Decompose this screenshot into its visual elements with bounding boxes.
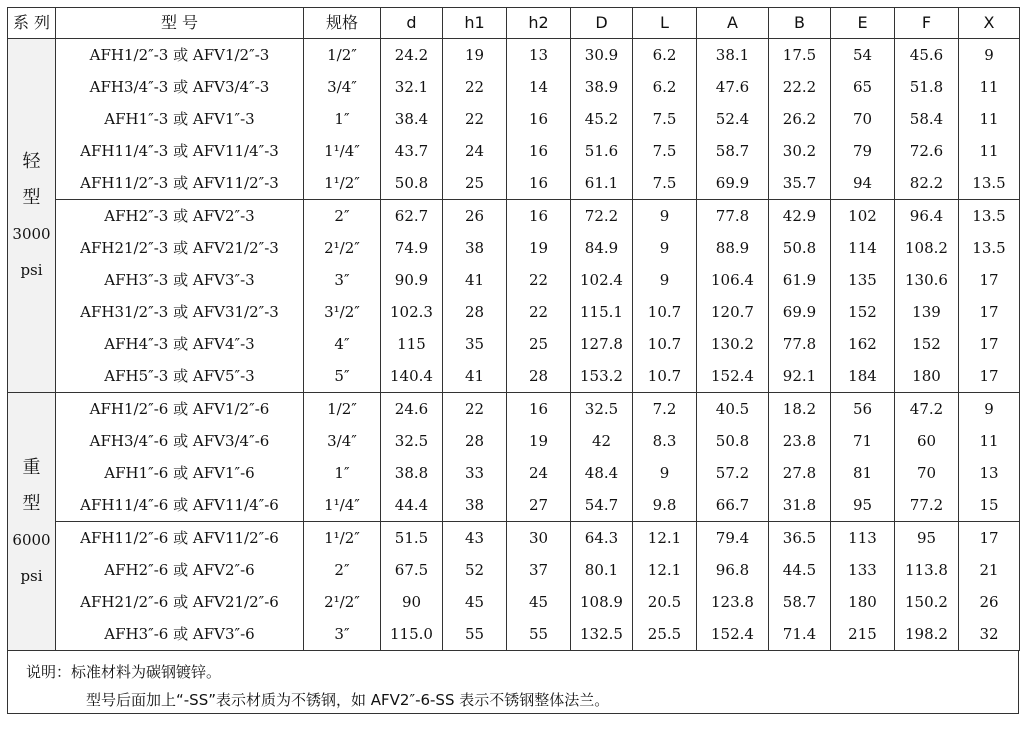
D-cell: 30.9	[571, 39, 633, 72]
F-cell: 108.2	[895, 232, 959, 264]
D-cell: 115.1	[571, 296, 633, 328]
F-cell: 51.8	[895, 71, 959, 103]
h2-cell: 19	[507, 232, 571, 264]
L-cell: 12.1	[633, 554, 697, 586]
L-cell: 12.1	[633, 522, 697, 555]
F-cell: 180	[895, 360, 959, 393]
B-cell: 17.5	[769, 39, 831, 72]
E-cell: 114	[831, 232, 895, 264]
d-cell: 24.6	[381, 393, 443, 426]
B-cell: 77.8	[769, 328, 831, 360]
table-row	[8, 103, 1020, 135]
size-cell: 1″	[304, 103, 381, 135]
B-cell: 44.5	[769, 554, 831, 586]
B-cell: 26.2	[769, 103, 831, 135]
X-cell: 11	[959, 103, 1020, 135]
size-cell: 2″	[304, 200, 381, 233]
F-cell: 198.2	[895, 618, 959, 651]
F-cell: 45.6	[895, 39, 959, 72]
h1-cell: 28	[443, 425, 507, 457]
L-cell: 7.5	[633, 135, 697, 167]
size-cell: 2¹/2″	[304, 586, 381, 618]
d-cell: 51.5	[381, 522, 443, 555]
table-row	[8, 554, 1020, 586]
L-cell: 9.8	[633, 489, 697, 522]
D-cell: 51.6	[571, 135, 633, 167]
model-cell: AFH1/2″-3 或 AFV1/2″-3	[56, 39, 304, 72]
series-label-line: 3000	[12, 224, 51, 243]
L-cell: 9	[633, 232, 697, 264]
column-header: h1	[443, 8, 507, 39]
d-cell: 67.5	[381, 554, 443, 586]
series-label-line: 型	[22, 492, 41, 514]
h2-cell: 27	[507, 489, 571, 522]
X-cell: 11	[959, 425, 1020, 457]
E-cell: 95	[831, 489, 895, 522]
size-cell: 3/4″	[304, 71, 381, 103]
L-cell: 6.2	[633, 71, 697, 103]
series-label-line: 型	[22, 186, 41, 208]
table-row	[8, 167, 1020, 200]
X-cell: 13.5	[959, 167, 1020, 200]
D-cell: 38.9	[571, 71, 633, 103]
D-cell: 108.9	[571, 586, 633, 618]
table-row	[8, 425, 1020, 457]
A-cell: 77.8	[697, 200, 769, 233]
A-cell: 130.2	[697, 328, 769, 360]
X-cell: 11	[959, 135, 1020, 167]
F-cell: 96.4	[895, 200, 959, 233]
h1-cell: 35	[443, 328, 507, 360]
A-cell: 66.7	[697, 489, 769, 522]
A-cell: 96.8	[697, 554, 769, 586]
h2-cell: 30	[507, 522, 571, 555]
E-cell: 54	[831, 39, 895, 72]
B-cell: 61.9	[769, 264, 831, 296]
L-cell: 9	[633, 200, 697, 233]
model-cell: AFH1/2″-6 或 AFV1/2″-6	[56, 393, 304, 426]
D-cell: 102.4	[571, 264, 633, 296]
h1-cell: 33	[443, 457, 507, 489]
model-cell: AFH3″-6 或 AFV3″-6	[56, 618, 304, 651]
model-cell: AFH31/2″-3 或 AFV31/2″-3	[56, 296, 304, 328]
d-cell: 38.8	[381, 457, 443, 489]
E-cell: 180	[831, 586, 895, 618]
L-cell: 7.2	[633, 393, 697, 426]
L-cell: 10.7	[633, 360, 697, 393]
A-cell: 106.4	[697, 264, 769, 296]
size-cell: 3¹/2″	[304, 296, 381, 328]
column-header: A	[697, 8, 769, 39]
B-cell: 36.5	[769, 522, 831, 555]
h2-cell: 14	[507, 71, 571, 103]
size-cell: 1¹/4″	[304, 489, 381, 522]
d-cell: 32.5	[381, 425, 443, 457]
A-cell: 50.8	[697, 425, 769, 457]
d-cell: 44.4	[381, 489, 443, 522]
D-cell: 45.2	[571, 103, 633, 135]
D-cell: 61.1	[571, 167, 633, 200]
F-cell: 60	[895, 425, 959, 457]
d-cell: 102.3	[381, 296, 443, 328]
table-row	[8, 522, 1020, 555]
X-cell: 26	[959, 586, 1020, 618]
F-cell: 77.2	[895, 489, 959, 522]
A-cell: 123.8	[697, 586, 769, 618]
size-cell: 3″	[304, 264, 381, 296]
d-cell: 140.4	[381, 360, 443, 393]
size-cell: 2″	[304, 554, 381, 586]
X-cell: 9	[959, 39, 1020, 72]
column-header: X	[959, 8, 1020, 39]
table-row	[8, 360, 1020, 393]
X-cell: 13.5	[959, 200, 1020, 233]
model-cell: AFH3″-3 或 AFV3″-3	[56, 264, 304, 296]
table-row	[8, 71, 1020, 103]
note-line-1: 说明：标准材料为碳钢镀锌。	[26, 663, 222, 681]
h2-cell: 28	[507, 360, 571, 393]
F-cell: 152	[895, 328, 959, 360]
X-cell: 17	[959, 522, 1020, 555]
A-cell: 79.4	[697, 522, 769, 555]
L-cell: 7.5	[633, 103, 697, 135]
size-cell: 1/2″	[304, 39, 381, 72]
D-cell: 132.5	[571, 618, 633, 651]
D-cell: 84.9	[571, 232, 633, 264]
h1-cell: 26	[443, 200, 507, 233]
model-cell: AFH11/2″-6 或 AFV11/2″-6	[56, 522, 304, 555]
table-row	[8, 586, 1020, 618]
B-cell: 50.8	[769, 232, 831, 264]
model-cell: AFH21/2″-3 或 AFV21/2″-3	[56, 232, 304, 264]
F-cell: 58.4	[895, 103, 959, 135]
D-cell: 32.5	[571, 393, 633, 426]
B-cell: 35.7	[769, 167, 831, 200]
d-cell: 90	[381, 586, 443, 618]
column-header: L	[633, 8, 697, 39]
B-cell: 31.8	[769, 489, 831, 522]
d-cell: 62.7	[381, 200, 443, 233]
X-cell: 32	[959, 618, 1020, 651]
F-cell: 82.2	[895, 167, 959, 200]
model-cell: AFH2″-3 或 AFV2″-3	[56, 200, 304, 233]
spec-sheet	[7, 7, 1019, 714]
model-cell: AFH2″-6 或 AFV2″-6	[56, 554, 304, 586]
A-cell: 38.1	[697, 39, 769, 72]
A-cell: 152.4	[697, 618, 769, 651]
column-header: E	[831, 8, 895, 39]
L-cell: 25.5	[633, 618, 697, 651]
h2-cell: 22	[507, 264, 571, 296]
series-label	[8, 39, 56, 393]
h2-cell: 13	[507, 39, 571, 72]
series-label-line: psi	[20, 260, 43, 279]
model-cell: AFH1″-6 或 AFV1″-6	[56, 457, 304, 489]
h1-cell: 22	[443, 71, 507, 103]
A-cell: 40.5	[697, 393, 769, 426]
E-cell: 81	[831, 457, 895, 489]
series-label-line: 轻	[22, 150, 41, 172]
E-cell: 70	[831, 103, 895, 135]
B-cell: 69.9	[769, 296, 831, 328]
model-cell: AFH3/4″-6 或 AFV3/4″-6	[56, 425, 304, 457]
L-cell: 9	[633, 264, 697, 296]
column-header: d	[381, 8, 443, 39]
h2-cell: 16	[507, 393, 571, 426]
X-cell: 9	[959, 393, 1020, 426]
X-cell: 11	[959, 71, 1020, 103]
size-cell: 1¹/2″	[304, 522, 381, 555]
h1-cell: 41	[443, 360, 507, 393]
E-cell: 71	[831, 425, 895, 457]
series-label-line: 6000	[12, 530, 51, 549]
column-header: 型 号	[56, 8, 304, 39]
model-cell: AFH21/2″-6 或 AFV21/2″-6	[56, 586, 304, 618]
L-cell: 9	[633, 457, 697, 489]
table-row	[8, 200, 1020, 233]
d-cell: 32.1	[381, 71, 443, 103]
X-cell: 15	[959, 489, 1020, 522]
D-cell: 127.8	[571, 328, 633, 360]
d-cell: 115	[381, 328, 443, 360]
h2-cell: 16	[507, 103, 571, 135]
h2-cell: 24	[507, 457, 571, 489]
series-label	[8, 393, 56, 651]
L-cell: 7.5	[633, 167, 697, 200]
h1-cell: 43	[443, 522, 507, 555]
A-cell: 120.7	[697, 296, 769, 328]
A-cell: 57.2	[697, 457, 769, 489]
F-cell: 95	[895, 522, 959, 555]
B-cell: 27.8	[769, 457, 831, 489]
column-header: h2	[507, 8, 571, 39]
h1-cell: 38	[443, 232, 507, 264]
E-cell: 113	[831, 522, 895, 555]
size-cell: 1¹/2″	[304, 167, 381, 200]
column-header: D	[571, 8, 633, 39]
B-cell: 18.2	[769, 393, 831, 426]
column-header: F	[895, 8, 959, 39]
h1-cell: 38	[443, 489, 507, 522]
D-cell: 72.2	[571, 200, 633, 233]
size-cell: 1/2″	[304, 393, 381, 426]
d-cell: 38.4	[381, 103, 443, 135]
E-cell: 94	[831, 167, 895, 200]
table-row	[8, 296, 1020, 328]
d-cell: 74.9	[381, 232, 443, 264]
h1-cell: 45	[443, 586, 507, 618]
X-cell: 13	[959, 457, 1020, 489]
table-row	[8, 232, 1020, 264]
B-cell: 42.9	[769, 200, 831, 233]
F-cell: 139	[895, 296, 959, 328]
model-cell: AFH11/4″-6 或 AFV11/4″-6	[56, 489, 304, 522]
h2-cell: 22	[507, 296, 571, 328]
F-cell: 130.6	[895, 264, 959, 296]
E-cell: 162	[831, 328, 895, 360]
table-row	[8, 135, 1020, 167]
F-cell: 72.6	[895, 135, 959, 167]
size-cell: 1″	[304, 457, 381, 489]
model-cell: AFH11/4″-3 或 AFV11/4″-3	[56, 135, 304, 167]
flange-dimension-table	[7, 7, 1020, 651]
E-cell: 135	[831, 264, 895, 296]
column-header: 规格	[304, 8, 381, 39]
D-cell: 64.3	[571, 522, 633, 555]
d-cell: 90.9	[381, 264, 443, 296]
model-cell: AFH3/4″-3 或 AFV3/4″-3	[56, 71, 304, 103]
h1-cell: 52	[443, 554, 507, 586]
A-cell: 52.4	[697, 103, 769, 135]
d-cell: 24.2	[381, 39, 443, 72]
h1-cell: 28	[443, 296, 507, 328]
notes-box	[7, 651, 1019, 714]
h1-cell: 41	[443, 264, 507, 296]
table-row	[8, 618, 1020, 651]
B-cell: 92.1	[769, 360, 831, 393]
column-header: 系 列	[8, 8, 56, 39]
h2-cell: 19	[507, 425, 571, 457]
size-cell: 4″	[304, 328, 381, 360]
column-header: B	[769, 8, 831, 39]
L-cell: 20.5	[633, 586, 697, 618]
h1-cell: 22	[443, 393, 507, 426]
table-row	[8, 457, 1020, 489]
A-cell: 88.9	[697, 232, 769, 264]
h2-cell: 45	[507, 586, 571, 618]
d-cell: 115.0	[381, 618, 443, 651]
D-cell: 54.7	[571, 489, 633, 522]
B-cell: 30.2	[769, 135, 831, 167]
note-line-2: 型号后面加上“-SS”表示材质为不锈钢，如 AFV2″-6-SS 表示不锈钢整体法兰。	[86, 691, 610, 709]
model-cell: AFH4″-3 或 AFV4″-3	[56, 328, 304, 360]
D-cell: 42	[571, 425, 633, 457]
E-cell: 79	[831, 135, 895, 167]
h2-cell: 25	[507, 328, 571, 360]
F-cell: 113.8	[895, 554, 959, 586]
E-cell: 184	[831, 360, 895, 393]
A-cell: 152.4	[697, 360, 769, 393]
table-row	[8, 264, 1020, 296]
series-label-line: psi	[20, 566, 43, 585]
model-cell: AFH5″-3 或 AFV5″-3	[56, 360, 304, 393]
h2-cell: 55	[507, 618, 571, 651]
L-cell: 8.3	[633, 425, 697, 457]
D-cell: 80.1	[571, 554, 633, 586]
model-cell: AFH11/2″-3 或 AFV11/2″-3	[56, 167, 304, 200]
A-cell: 58.7	[697, 135, 769, 167]
header-row	[8, 8, 1020, 39]
E-cell: 133	[831, 554, 895, 586]
h1-cell: 22	[443, 103, 507, 135]
A-cell: 69.9	[697, 167, 769, 200]
size-cell: 1¹/4″	[304, 135, 381, 167]
h1-cell: 19	[443, 39, 507, 72]
table-row	[8, 393, 1020, 426]
E-cell: 152	[831, 296, 895, 328]
h1-cell: 55	[443, 618, 507, 651]
E-cell: 102	[831, 200, 895, 233]
h2-cell: 16	[507, 200, 571, 233]
table-row	[8, 39, 1020, 72]
F-cell: 150.2	[895, 586, 959, 618]
D-cell: 48.4	[571, 457, 633, 489]
size-cell: 3/4″	[304, 425, 381, 457]
X-cell: 17	[959, 296, 1020, 328]
E-cell: 65	[831, 71, 895, 103]
B-cell: 23.8	[769, 425, 831, 457]
L-cell: 6.2	[633, 39, 697, 72]
L-cell: 10.7	[633, 328, 697, 360]
h1-cell: 24	[443, 135, 507, 167]
h2-cell: 37	[507, 554, 571, 586]
L-cell: 10.7	[633, 296, 697, 328]
model-cell: AFH1″-3 或 AFV1″-3	[56, 103, 304, 135]
size-cell: 2¹/2″	[304, 232, 381, 264]
F-cell: 47.2	[895, 393, 959, 426]
X-cell: 21	[959, 554, 1020, 586]
h2-cell: 16	[507, 135, 571, 167]
D-cell: 153.2	[571, 360, 633, 393]
F-cell: 70	[895, 457, 959, 489]
X-cell: 17	[959, 360, 1020, 393]
E-cell: 215	[831, 618, 895, 651]
E-cell: 56	[831, 393, 895, 426]
X-cell: 17	[959, 328, 1020, 360]
B-cell: 71.4	[769, 618, 831, 651]
d-cell: 50.8	[381, 167, 443, 200]
X-cell: 13.5	[959, 232, 1020, 264]
X-cell: 17	[959, 264, 1020, 296]
d-cell: 43.7	[381, 135, 443, 167]
series-label-line: 重	[22, 456, 41, 478]
size-cell: 3″	[304, 618, 381, 651]
B-cell: 22.2	[769, 71, 831, 103]
A-cell: 47.6	[697, 71, 769, 103]
h2-cell: 16	[507, 167, 571, 200]
B-cell: 58.7	[769, 586, 831, 618]
table-row	[8, 489, 1020, 522]
size-cell: 5″	[304, 360, 381, 393]
table-row	[8, 328, 1020, 360]
h1-cell: 25	[443, 167, 507, 200]
